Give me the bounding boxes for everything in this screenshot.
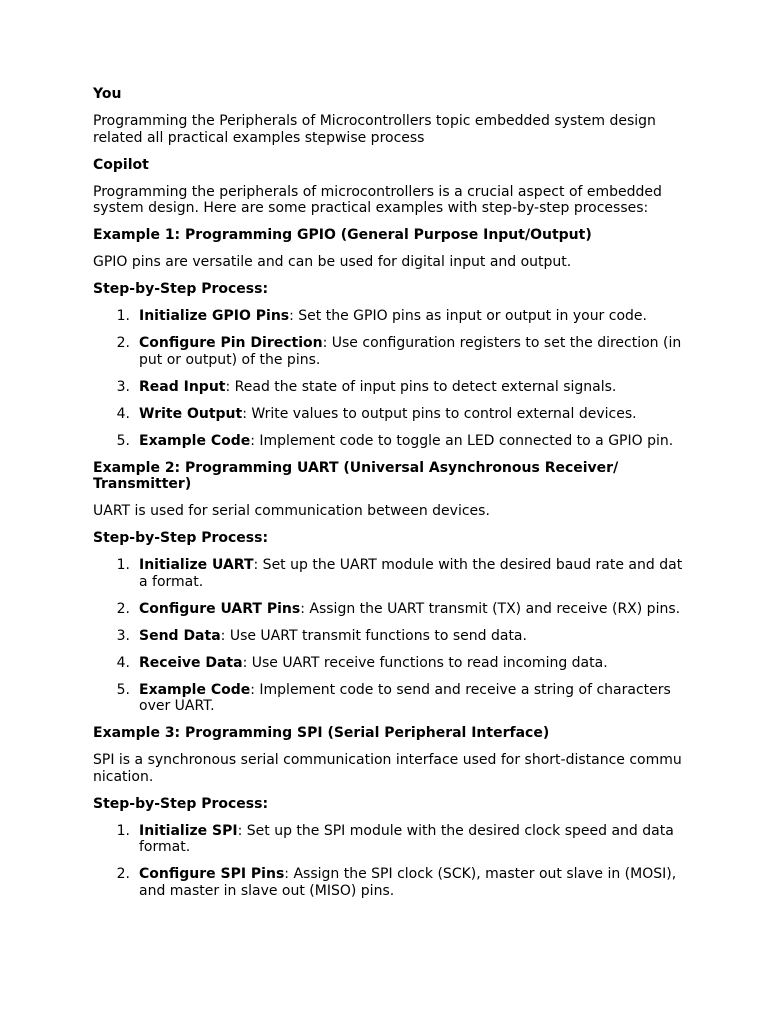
step-number: 5. — [116, 432, 130, 449]
step-number: 4. — [116, 405, 130, 422]
step-item — [93, 335, 683, 368]
example-title: Example 1: Programming GPIO (General Purpose Input/Output) — [93, 227, 592, 243]
step-text: : Write values to output pins to control external devices. — [242, 405, 637, 422]
step-item — [93, 601, 683, 618]
example-section-2 — [93, 460, 683, 715]
process-heading: Step-by-Step Process: — [93, 530, 269, 546]
step-term: Configure UART Pins — [139, 600, 301, 617]
step-list — [93, 308, 683, 449]
example-section-3 — [93, 725, 683, 899]
step-term: Example Code — [139, 432, 251, 449]
assistant-intro: Programming the peripherals of microcontrollers is a crucial aspect of embedded system design. Here are some practical examples with step-by-step processes: — [93, 183, 662, 216]
user-question: Programming the Peripherals of Microcontrollers topic embedded system design related all practical examples stepwise process — [93, 113, 656, 146]
example-description: SPI is a synchronous serial communication interface used for short-distance communication. — [93, 752, 682, 785]
step-item — [93, 655, 683, 672]
step-item — [93, 308, 683, 325]
example-description: GPIO pins are versatile and can be used for digital input and output. — [93, 254, 572, 270]
step-number: 3. — [116, 627, 130, 644]
step-list — [93, 557, 683, 715]
step-number: 1. — [116, 822, 130, 839]
example-title: Example 3: Programming SPI (Serial Peripheral Interface) — [93, 725, 550, 741]
step-text: : Assign the UART transmit (TX) and receive (RX) pins. — [300, 600, 681, 617]
step-text: : Use UART receive functions to read incoming data. — [242, 654, 608, 671]
user-label: You — [93, 86, 122, 102]
example-description: UART is used for serial communication between devices. — [93, 503, 490, 519]
step-text: : Set the GPIO pins as input or output in your code. — [289, 308, 647, 324]
step-item — [93, 628, 683, 645]
step-text: : Implement code to toggle an LED connected to a GPIO pin. — [250, 432, 674, 449]
step-number: 3. — [116, 378, 130, 395]
step-item — [93, 406, 683, 423]
step-text: : Set up the UART module with the desired baud rate and data format. — [139, 557, 683, 590]
step-text: : Implement code to send and receive a string of characters over UART. — [139, 681, 671, 714]
step-term: Configure SPI Pins — [139, 866, 285, 882]
step-term: Initialize GPIO Pins — [139, 308, 290, 324]
assistant-label: Copilot — [93, 156, 149, 173]
step-number: 5. — [116, 681, 130, 698]
document-page — [93, 86, 683, 910]
step-term: Initialize UART — [139, 557, 254, 573]
process-heading: Step-by-Step Process: — [93, 795, 269, 812]
step-number: 4. — [116, 654, 130, 671]
process-heading: Step-by-Step Process: — [93, 281, 269, 297]
step-number: 1. — [116, 308, 130, 324]
step-number: 2. — [116, 866, 130, 882]
step-item — [93, 557, 683, 590]
step-text: : Read the state of input pins to detect external signals. — [225, 378, 617, 395]
step-term: Write Output — [139, 405, 243, 422]
step-text: : Set up the SPI module with the desired clock speed and data format. — [139, 822, 674, 855]
step-number: 2. — [116, 335, 130, 351]
step-item — [93, 433, 683, 450]
step-list — [93, 823, 683, 900]
step-term: Receive Data — [139, 654, 243, 671]
step-text: : Use UART transmit functions to send data. — [220, 627, 527, 644]
step-number: 2. — [116, 600, 130, 617]
example-title: Example 2: Programming UART (Universal Asynchronous Receiver/ Transmitter) — [93, 459, 619, 492]
step-text: : Use configuration registers to set the direction (input or output) of the pins. — [139, 335, 682, 368]
step-term: Example Code — [139, 681, 251, 698]
step-item — [93, 866, 683, 899]
step-item — [93, 379, 683, 396]
step-term: Send Data — [139, 627, 221, 644]
step-term: Configure Pin Direction — [139, 335, 323, 351]
example-section-1 — [93, 227, 683, 449]
step-term: Read Input — [139, 378, 226, 395]
step-number: 1. — [116, 557, 130, 573]
step-item — [93, 682, 683, 715]
step-item — [93, 823, 683, 856]
step-term: Initialize SPI — [139, 822, 238, 839]
step-text: : Assign the SPI clock (SCK), master out slave in (MOSI), and master in slave out (MISO) pins. — [139, 866, 677, 899]
